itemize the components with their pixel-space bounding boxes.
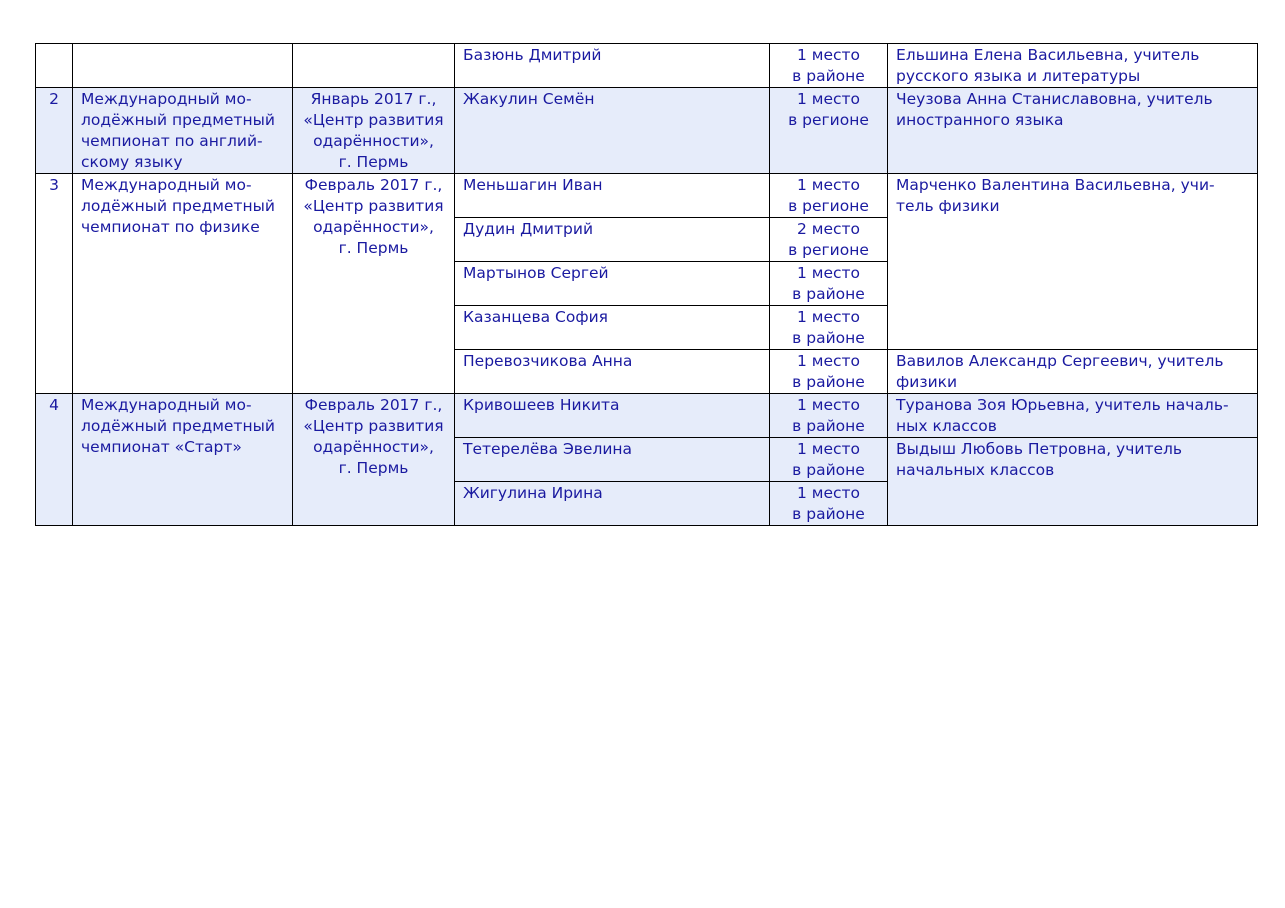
place-result: 1 место в районе <box>770 262 888 306</box>
teacher-name: Туранова Зоя Юрьевна, учитель началь- ных классов <box>888 394 1258 438</box>
row-number: 3 <box>36 174 73 394</box>
place-result: 1 место в регионе <box>770 88 888 174</box>
place-result: 1 место в районе <box>770 438 888 482</box>
results-table <box>35 43 1258 526</box>
place-result: 1 место в районе <box>770 44 888 88</box>
event-date <box>293 44 455 88</box>
student-name: Казанцева София <box>455 306 770 350</box>
teacher-name: Чеузова Анна Станиславовна, учитель иностранного языка <box>888 88 1258 174</box>
event-date: Январь 2017 г., «Центр развития одарённости», г. Пермь <box>293 88 455 174</box>
teacher-name: Вавилов Александр Сергеевич, учитель физики <box>888 350 1258 394</box>
event-name <box>73 44 293 88</box>
student-name: Дудин Дмитрий <box>455 218 770 262</box>
event-name: Международный мо- лодёжный предметный чемпионат по физике <box>73 174 293 394</box>
row-number: 2 <box>36 88 73 174</box>
table-row <box>36 394 1258 438</box>
event-name: Международный мо- лодёжный предметный чемпионат «Старт» <box>73 394 293 526</box>
student-name: Перевозчикова Анна <box>455 350 770 394</box>
place-result: 1 место в районе <box>770 482 888 526</box>
event-date: Февраль 2017 г., «Центр развития одарённости», г. Пермь <box>293 174 455 394</box>
student-name: Базюнь Дмитрий <box>455 44 770 88</box>
table-row <box>36 44 1258 88</box>
student-name: Мартынов Сергей <box>455 262 770 306</box>
student-name: Тетерелёва Эвелина <box>455 438 770 482</box>
teacher-name: Марченко Валентина Васильевна, учи- тель физики <box>888 174 1258 350</box>
table-row <box>36 174 1258 218</box>
student-name: Меньшагин Иван <box>455 174 770 218</box>
event-date: Февраль 2017 г., «Центр развития одарённости», г. Пермь <box>293 394 455 526</box>
place-result: 1 место в районе <box>770 306 888 350</box>
table-row <box>36 88 1258 174</box>
place-result: 1 место в районе <box>770 394 888 438</box>
teacher-name: Ельшина Елена Васильевна, учитель русского языка и литературы <box>888 44 1258 88</box>
place-result: 1 место в регионе <box>770 174 888 218</box>
row-number <box>36 44 73 88</box>
student-name: Кривошеев Никита <box>455 394 770 438</box>
place-result: 1 место в районе <box>770 350 888 394</box>
student-name: Жакулин Семён <box>455 88 770 174</box>
student-name: Жигулина Ирина <box>455 482 770 526</box>
row-number: 4 <box>36 394 73 526</box>
teacher-name: Выдыш Любовь Петровна, учитель начальных классов <box>888 438 1258 526</box>
place-result: 2 место в регионе <box>770 218 888 262</box>
event-name: Международный мо- лодёжный предметный чемпионат по англий- скому языку <box>73 88 293 174</box>
